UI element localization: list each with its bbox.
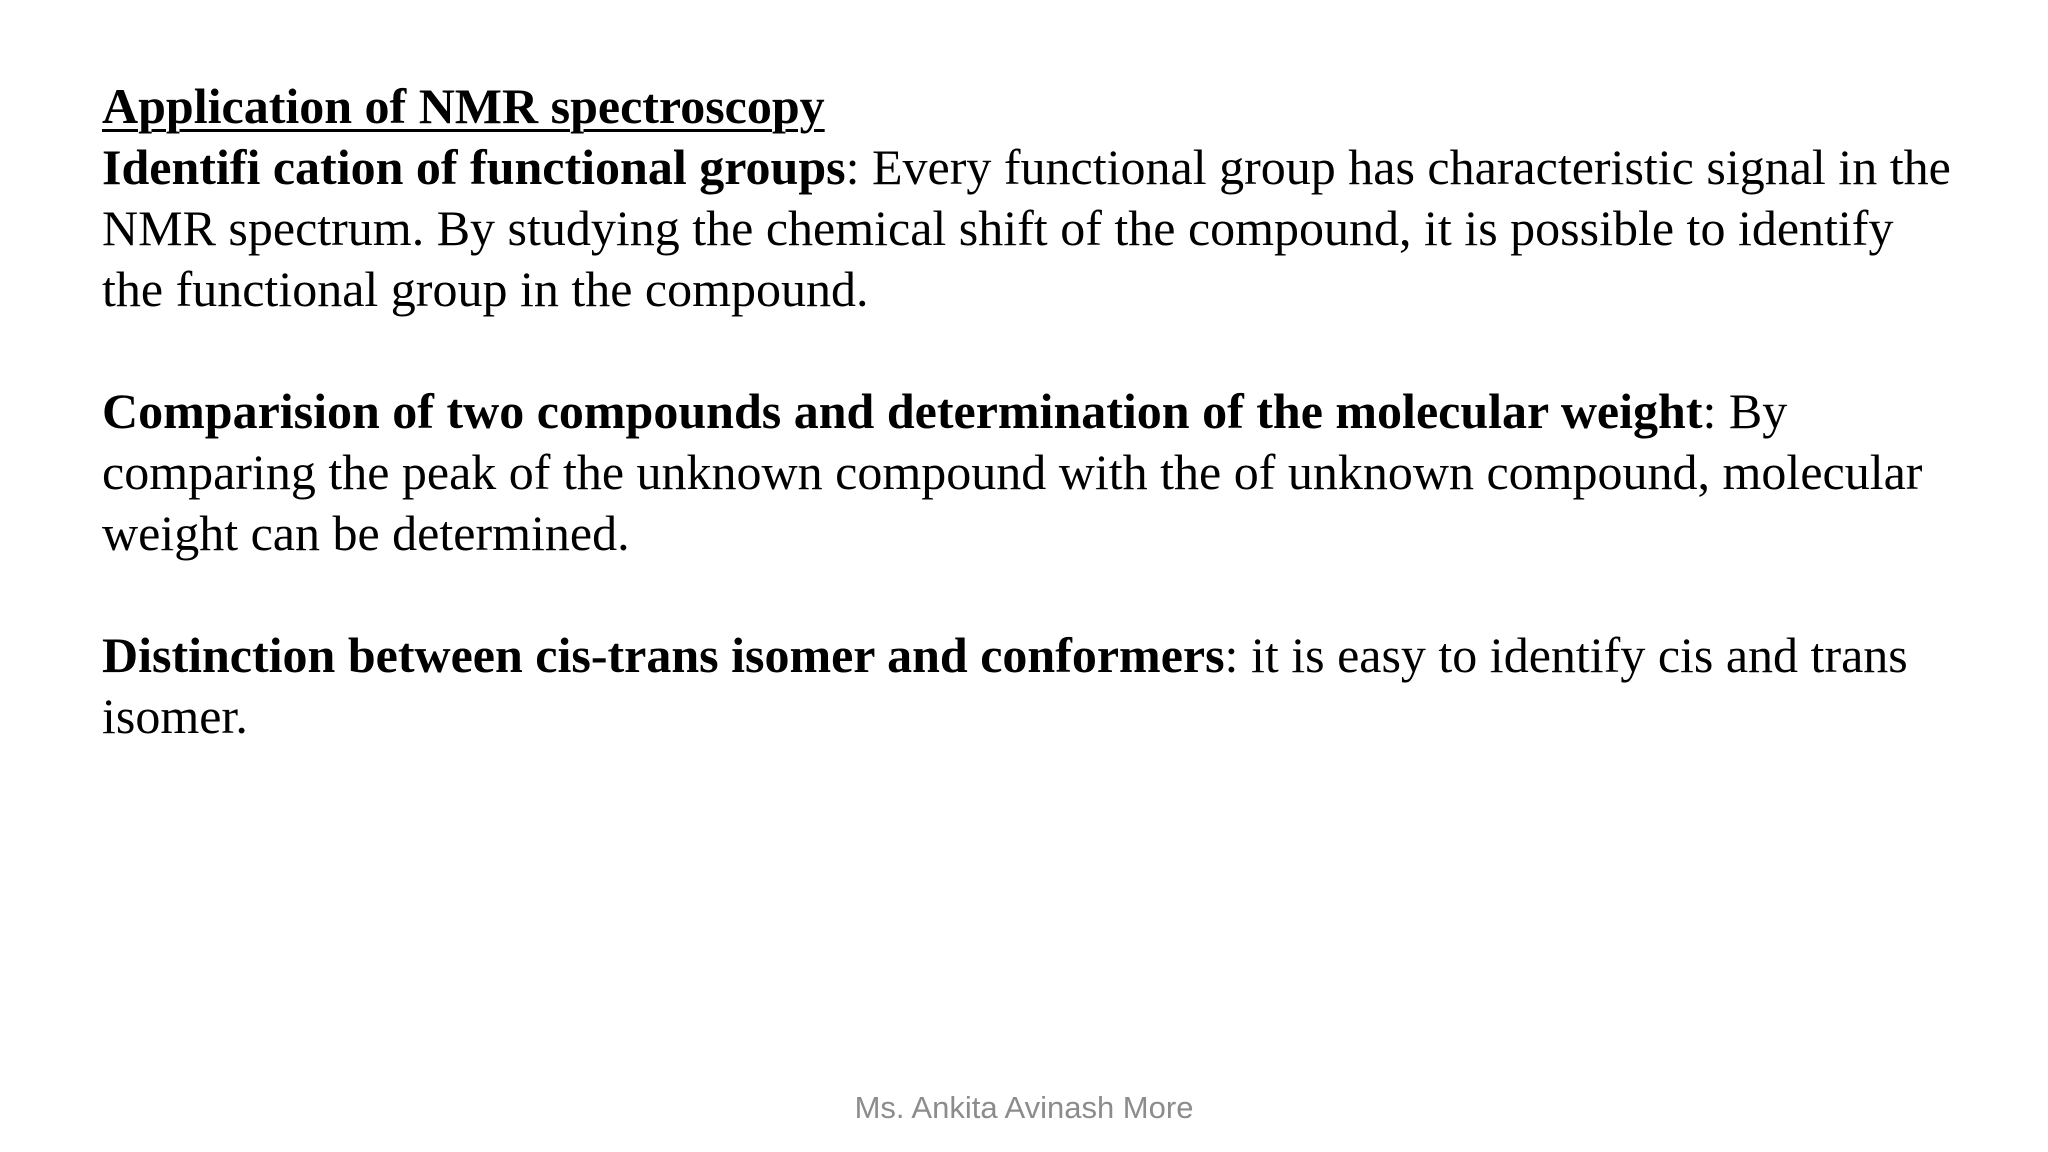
paragraph-molecular-weight (102, 381, 1962, 564)
slide-footer-author: Ms. Ankita Avinash More (854, 1090, 1194, 1125)
paragraph-heading: Distinction between cis-trans isomer and conformers (102, 627, 1225, 683)
paragraph-body: : By comparing the peak of the unknown compound with the of unknown compound, molecular weight can be determined. (102, 383, 1923, 561)
paragraph-body: : it is easy to identify cis and trans isomer. (102, 627, 1908, 744)
paragraph-functional-groups (102, 137, 1962, 320)
paragraph-body: : Every functional group has characteristic signal in the NMR spectrum. By studying the chemical shift of the compound, it is possible to identify the functional group in the compound. (102, 139, 1951, 317)
slide-content (102, 76, 1962, 747)
paragraph-cis-trans (102, 625, 1962, 747)
slide-title: Application of NMR spectroscopy (102, 78, 825, 134)
paragraph-heading: Comparision of two compounds and determination of the molecular weight (102, 383, 1703, 439)
paragraph-heading: Identifi cation of functional groups (102, 139, 846, 195)
